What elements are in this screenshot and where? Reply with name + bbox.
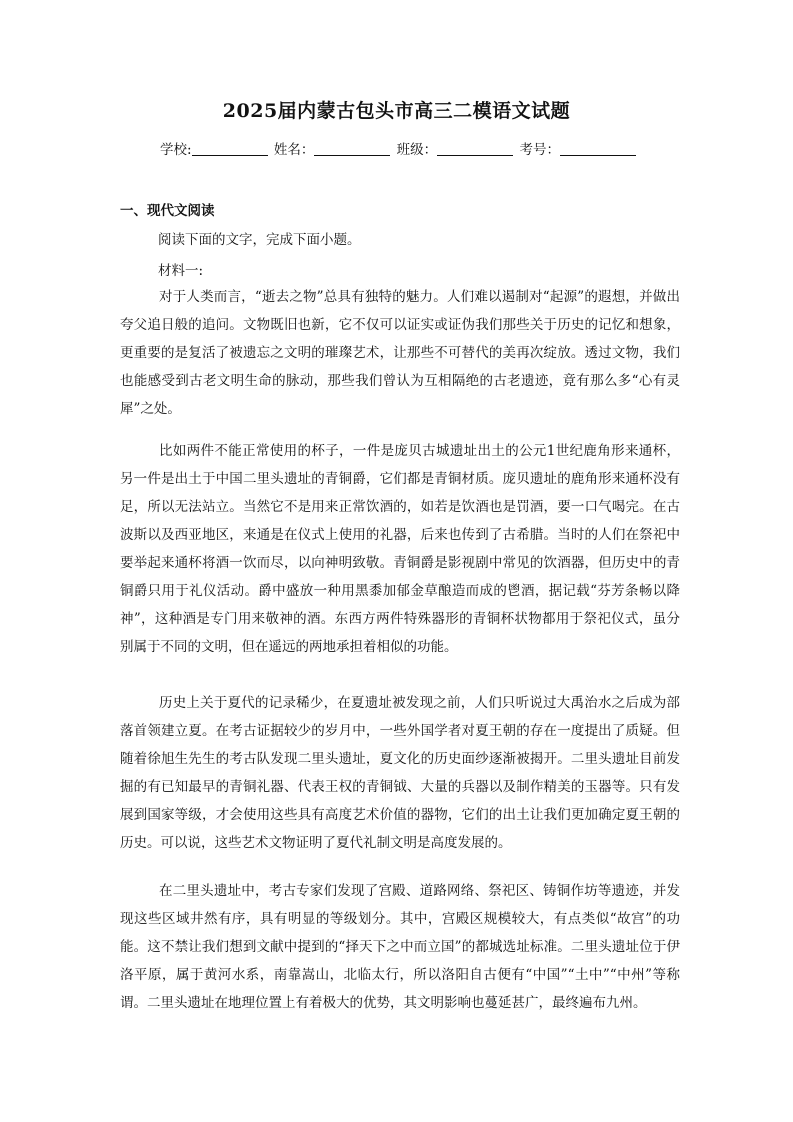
section-heading: 一、现代文阅读 xyxy=(120,203,215,219)
class-blank xyxy=(437,141,513,156)
paragraph-3: 历史上关于夏代的记录稀少，在夏遗址被发现之前，人们只听说过大禹治水之后成为部落首领建立夏。在考古证据较少的岁月中，一些外国学者对夏王朝的存在一度提出了质疑。但随着徐旭生先生的考古队发现二里头遗址，夏文化的历史面纱逐渐被揭开。二里头遗址目前发掘的有已知最早的青铜礼器、代表王权的青铜钺、大量的兵器以及制作精美的玉器等。只有发展到国家等级，才会使用这些具有高度艺术价值的器物，它们的出土让我们更加确定夏王朝的历史。可以说，这些艺术文物证明了夏代礼制文明是高度发展的。 xyxy=(120,695,680,851)
class-label: 班级： xyxy=(396,142,438,158)
school-label: 学校: xyxy=(160,142,192,158)
name-blank xyxy=(314,141,390,156)
school-blank xyxy=(192,141,268,156)
student-info-line xyxy=(160,138,638,158)
paragraph-1: 对于人类而言，“逝去之物”总具有独特的魅力。人们难以遏制对“起源”的遐想，并做出夸父追日般的追问。文物既旧也新，它不仅可以证实或证伪我们那些关于历史的记忆和想象，更重要的是复活了被遗忘之文明的璀璨艺术，让那些不可替代的美再次绽放。透过文物，我们也能感受到古老文明生命的脉动，那些我们曾认为互相隔绝的古老遗迹，竟有那么多“心有灵犀”之处。 xyxy=(120,289,680,417)
exam-number-blank xyxy=(560,141,636,156)
page-title: 2025届内蒙古包头市高三二模语文试题 xyxy=(222,100,571,122)
exam-number-label: 考号： xyxy=(519,142,560,158)
material-label: 材料一: xyxy=(158,263,204,279)
reading-instruction: 阅读下面的文字，完成下面小题。 xyxy=(158,232,361,248)
paragraph-2: 比如两件不能正常使用的杯子，一件是庞贝古城遗址出土的公元1世纪鹿角形来通杯，另一件是出土于中国二里头遗址的青铜爵，它们都是青铜材质。庞贝遗址的鹿角形来通杯没有足，所以无法站立。当然它不是用来正常饮酒的，如若是饮酒也是罚酒，要一口气喝完。在古波斯以及西亚地区，来通是在仪式上使用的礼器，后来也传到了古希腊。当时的人们在祭祀中要举起来通杯将酒一饮而尽，以向神明致敬。青铜爵是影视剧中常见的饮酒器，但历史中的青铜爵只用于礼仪活动。爵中盛放一种用黑黍加郁金草酿造而成的鬯酒，据记载“芬芳条畅以降神”，这种酒是专门用来敬神的酒。东西方两件特殊器形的青铜杯状物都用于祭祀仪式，虽分别属于不同的文明，但在遥远的两地承担着相似的功能。 xyxy=(120,443,680,655)
paragraph-4: 在二里头遗址中，考古专家们发现了宫殿、道路网络、祭祀区、铸铜作坊等遗迹，并发现这些区域井然有序，具有明显的等级划分。其中，宫殿区规模较大，有点类似“故宫”的功能。这不禁让我们想到文献中提到的“择天下之中而立国”的都城选址标准。二里头遗址位于伊洛平原，属于黄河水系，南靠嵩山，北临太行，所以洛阳自古便有“中国”“土中”“中州”等称谓。二里头遗址在地理位置上有着极大的优势，其文明影响也蔓延甚广，最终遍布九州。 xyxy=(120,883,680,1011)
name-label: 姓名： xyxy=(273,142,315,158)
